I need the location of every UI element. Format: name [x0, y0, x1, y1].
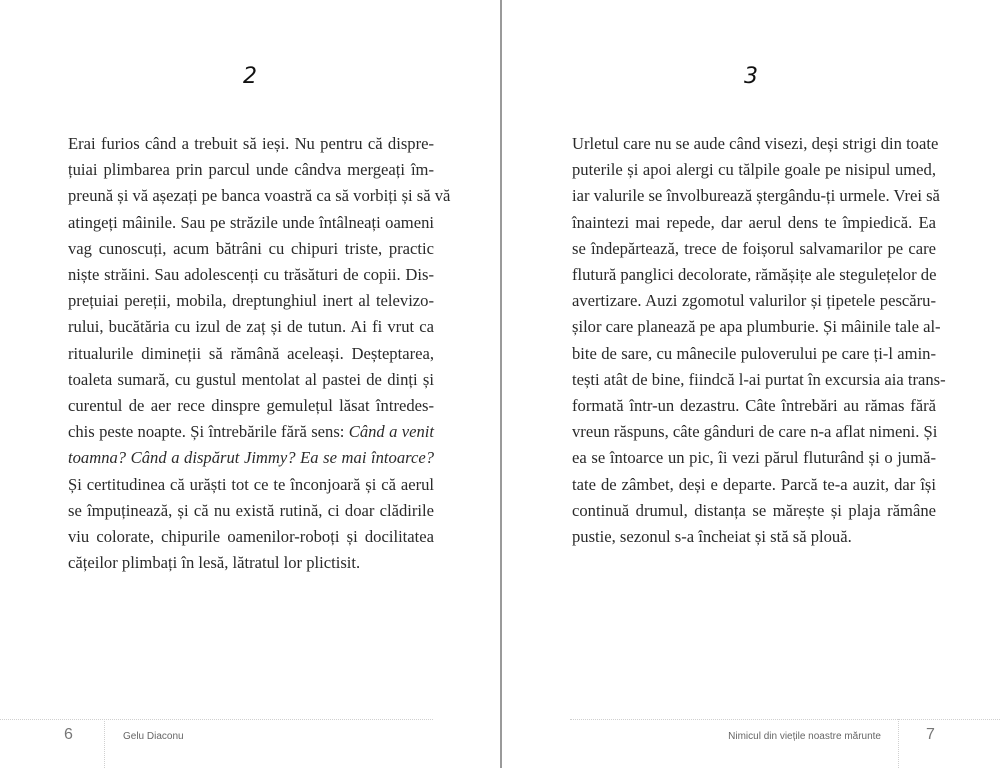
text-line: înaintezi mai repede, dar aerul dens te împiedică. Ea	[572, 212, 936, 232]
text-line: puterile și apoi alergi cu tălpile goale pe nisipul umed,	[572, 160, 936, 180]
footer-divider	[0, 719, 433, 720]
page-number: 7	[926, 726, 935, 743]
text-line: vreun răspuns, câte gânduri de care n-a aflat nimeni. Și	[572, 422, 938, 442]
text-line: șilor care planează pe apa plumburie. Și mâinile tale al-	[572, 317, 941, 337]
text-line: niște străini. Sau adolescenți cu trăsături de copii. Dis-	[68, 265, 434, 285]
footer-divider	[570, 719, 1000, 720]
running-head-title: Nimicul din viețile noastre mărunte	[728, 731, 881, 742]
right-page	[502, 0, 1000, 768]
text-line: tate de zâmbet, deși e departe. Parcă te-a auzit, dar își	[572, 474, 936, 494]
text-line: preună și vă așezați pe banca voastră ca să vorbiți și să vă	[68, 186, 451, 206]
text-line: țuiai plimbarea prin parcul unde cândva mergeați îm-	[68, 160, 434, 180]
text-line-roman: chis peste noapte. Și întrebările fără sens:	[68, 422, 349, 442]
text-line: Erai furios când a trebuit să ieși. Nu pentru că dispre-	[68, 134, 434, 153]
text-line: iar valurile se învolburează ștergându-ți urmele. Vrei să	[572, 186, 940, 206]
text-line: avertizare. Auzi zgomotul valurilor și țipetele pescăru-	[572, 291, 936, 311]
chapter-body-text	[68, 131, 451, 576]
text-line: continuă drumul, distanța se mărește și plaja rămâne	[572, 500, 936, 520]
text-line: se împuținează, și că nu există rutină, ci doar clădirile	[68, 500, 434, 520]
text-line	[68, 419, 434, 445]
page-number: 6	[64, 726, 73, 743]
text-line: tești atât de bine, fiindcă l-ai purtat în excursia aia trans-	[572, 369, 946, 389]
text-line-italic: Când a venit	[348, 422, 434, 442]
text-line: Urletul care nu se aude când visezi, deși strigi din toate	[572, 134, 939, 153]
text-line: viu colorate, chipurile oamenilor-roboți și docilitatea	[68, 527, 434, 547]
chapter-body-text	[572, 131, 946, 550]
footer-vertical-divider	[104, 719, 105, 768]
text-line: vag cunoscuți, acum bătrâni cu chipuri triste, practic	[68, 238, 434, 258]
footer-vertical-divider	[898, 719, 899, 768]
text-line: toaleta sumară, cu gustul mentolat al pastei de dinți și	[68, 369, 434, 389]
text-line: prețuiai pereții, mobila, dreptunghiul inert al televizo-	[68, 291, 434, 311]
text-line: cățeilor plimbați în lesă, lătratul lor plictisit.	[68, 553, 361, 573]
text-line: atingeți mâinile. Sau pe străzile unde întâlneați oameni	[68, 212, 434, 232]
chapter-number: 3	[744, 64, 758, 89]
text-line: bite de sare, cu mânecile puloverului pe care ți-l amin-	[572, 343, 936, 363]
text-line: rului, bucătăria cu izul de zaț și de tutun. Ai fi vrut ca	[68, 317, 434, 337]
text-line: formată într-un dezastru. Câte întrebări au rămas fără	[572, 396, 936, 416]
text-line: curentul de aer rece dinspre gemulețul lăsat întredes-	[68, 396, 434, 416]
text-line: Și certitudinea că urăști tot ce te înconjoară și că aerul	[68, 474, 434, 494]
text-line-italic: toamna? Când a dispărut Jimmy? Ea se mai întoarce?	[68, 448, 434, 468]
text-line: flutură panglici decolorate, rămășițe ale stegulețelor de	[572, 265, 937, 285]
text-line: ea se întoarce un pic, îi vezi părul fluturând și o jumă-	[572, 448, 936, 468]
chapter-number: 2	[243, 64, 257, 89]
text-line: se îndepărtează, trece de foișorul salvamarilor pe care	[572, 238, 936, 258]
running-head-author: Gelu Diaconu	[123, 731, 184, 742]
text-line: ritualurile dimineții să rămână aceleași. Deșteptarea,	[68, 343, 434, 363]
text-line: pustie, sezonul s-a încheiat și stă să plouă.	[572, 527, 852, 547]
